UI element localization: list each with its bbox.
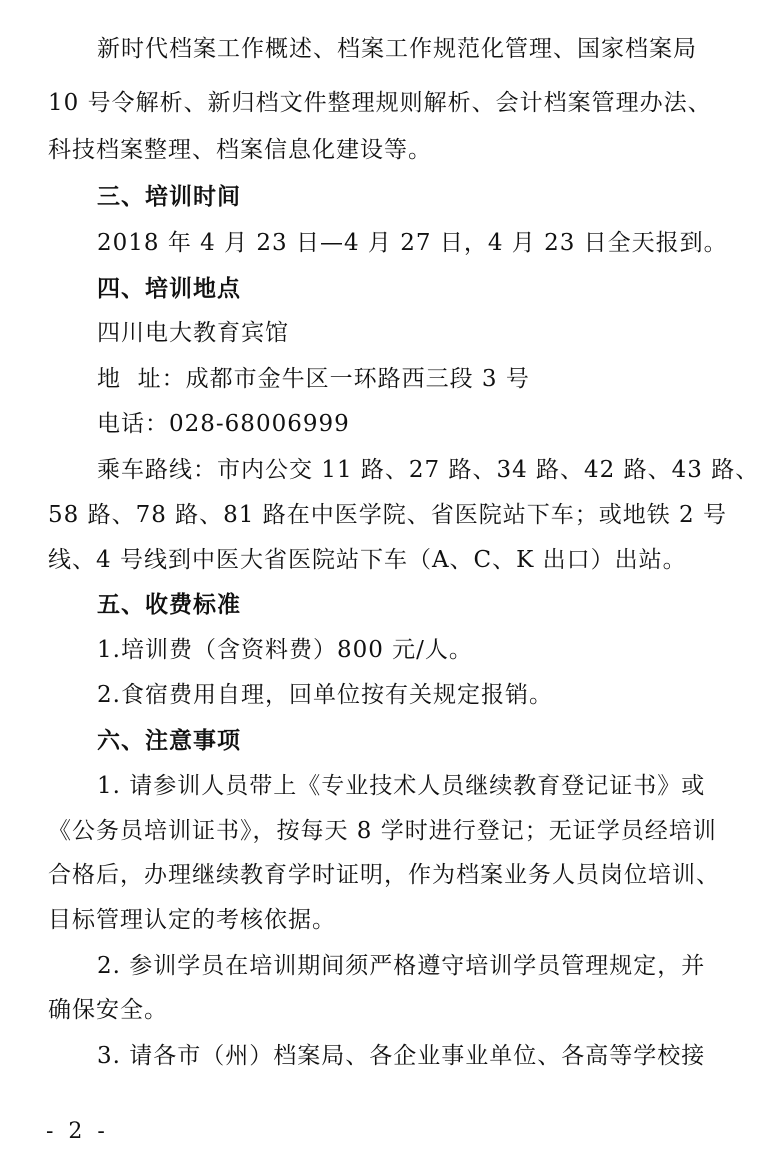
notice-1-line-4: 目标管理认定的考核依据。: [48, 907, 336, 933]
notice-1-line-2: 《公务员培训证书》，按每天 8 学时进行登记；无证学员经培训: [48, 818, 717, 844]
page-number: - 2 -: [46, 1119, 109, 1144]
notice-1-line-1: 1. 请参训人员带上《专业技术人员继续教育登记证书》或: [97, 773, 706, 799]
venue-name: 四川电大教育宾馆: [97, 320, 289, 346]
fee-item-2: 2.食宿费用自理，回单位按有关规定报销。: [97, 682, 553, 708]
section-3-heading: 三、培训时间: [97, 184, 241, 210]
intro-line-2: 10 号令解析、新归档文件整理规则解析、会计档案管理办法、: [48, 90, 712, 116]
notice-2-line-1: 2. 参训学员在培训期间须严格遵守培训学员管理规定，并: [97, 953, 706, 979]
section-5-heading: 五、收费标准: [97, 592, 241, 618]
section-6-heading: 六、注意事项: [97, 728, 241, 754]
notice-3-line-1: 3. 请各市（州）档案局、各企业事业单位、各高等学校接: [97, 1043, 706, 1069]
notice-2-line-2: 确保安全。: [48, 997, 168, 1023]
intro-line-3: 科技档案整理、档案信息化建设等。: [48, 137, 432, 163]
transit-line-1: 乘车路线：市内公交 11 路、27 路、34 路、42 路、43 路、: [97, 457, 760, 483]
training-time-text: 2018 年 4 月 23 日—4 月 27 日，4 月 23 日全天报到。: [97, 230, 728, 256]
venue-phone: 电话：028-68006999: [97, 411, 350, 437]
section-4-heading: 四、培训地点: [97, 276, 241, 302]
venue-address: 地 址：成都市金牛区一环路西三段 3 号: [97, 366, 530, 392]
transit-line-3: 线、4 号线到中医大省医院站下车（A、C、K 出口）出站。: [48, 547, 687, 573]
intro-line-1: 新时代档案工作概述、档案工作规范化管理、国家档案局: [97, 36, 697, 62]
fee-item-1: 1.培训费（含资料费）800 元/人。: [97, 637, 473, 663]
notice-1-line-3: 合格后，办理继续教育学时证明，作为档案业务人员岗位培训、: [48, 862, 720, 888]
transit-line-2: 58 路、78 路、81 路在中医学院、省医院站下车；或地铁 2 号: [48, 502, 727, 528]
